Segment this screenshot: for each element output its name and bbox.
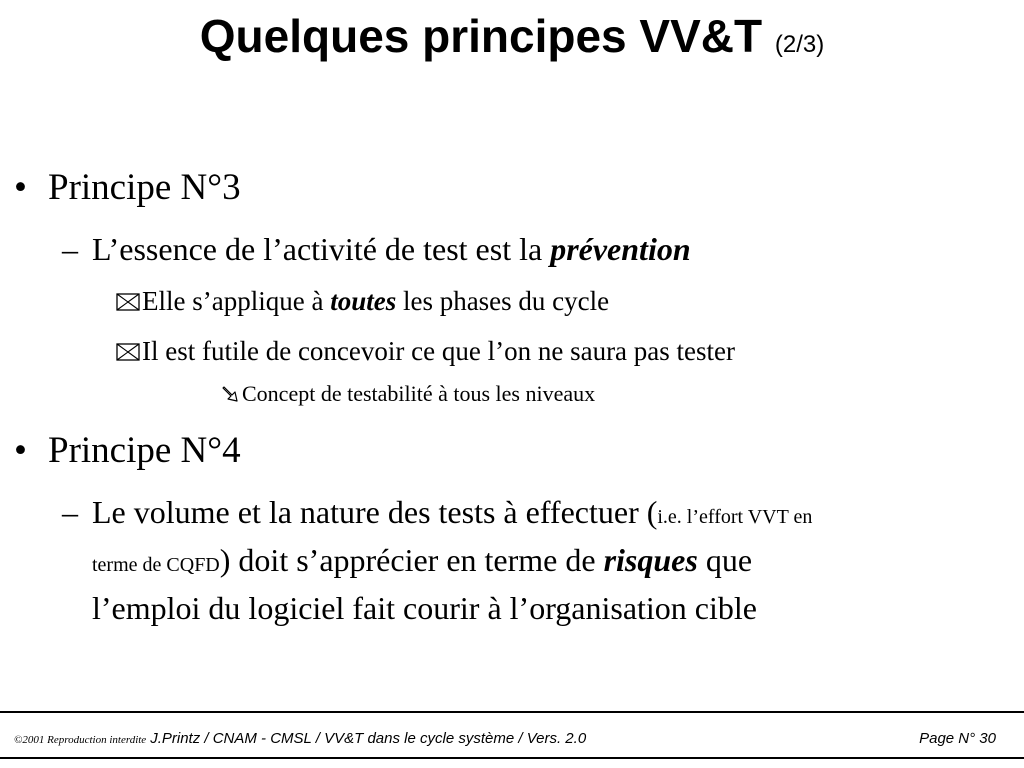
point-line-2-text: ) doit s’apprécier en terme de — [219, 542, 596, 578]
bullet-dot: • — [14, 430, 27, 471]
footer-page-number: Page N° 30 — [919, 730, 996, 747]
crossed-box-icon — [116, 342, 140, 362]
point-text: L’essence de l’activité de test est la — [92, 231, 543, 267]
point-line-1-text: Le volume et la nature des tests à effectuer ( — [92, 494, 658, 530]
dash-marker: – — [62, 231, 78, 267]
slide-title — [0, 6, 1024, 75]
footer-top-rule — [0, 711, 1024, 713]
footer-left — [14, 728, 586, 751]
point-line-2-end: que — [705, 542, 753, 578]
principle-3-subpoint-1 — [116, 284, 609, 318]
footer-credits: J.Printz / CNAM - CMSL / VV&T dans le cycle système / Vers. 2.0 — [150, 730, 587, 747]
principle-3-detail — [220, 380, 595, 408]
footer — [0, 728, 1024, 750]
principle-4-point-line-2 — [92, 540, 752, 585]
principle-4-heading: Principe N°4 — [48, 430, 241, 471]
detail-text: Concept de testabilité à tous les niveaux — [242, 381, 596, 406]
point-line-2-emphasis: risques — [603, 542, 698, 578]
point-line-3-text: l’emploi du logiciel fait courir à l’organisation cible — [92, 590, 757, 626]
subpoint-1-emphasis: toutes — [330, 286, 397, 316]
principle-3-point — [62, 229, 691, 269]
principle-3-heading: Principe N°3 — [48, 167, 241, 208]
subpoint-2-text: Il est futile de concevoir ce que l’on ne saura pas tester — [142, 336, 735, 366]
principle-4-heading-line — [14, 429, 241, 473]
point-line-2-small: terme de CQFD — [92, 554, 220, 576]
subpoint-1-end: les phases du cycle — [402, 286, 610, 316]
dash-marker: – — [62, 494, 78, 530]
crossed-box-icon — [116, 292, 140, 312]
footer-bottom-rule — [0, 757, 1024, 759]
bullet-dot: • — [14, 167, 27, 208]
principle-3-heading-line — [14, 166, 241, 210]
point-line-1-small: i.e. l’effort VVT en — [657, 506, 813, 528]
principle-4-point-line-1 — [62, 492, 812, 537]
title-main: Quelques principes VV&T — [199, 10, 763, 62]
point-emphasis: prévention — [550, 231, 691, 267]
footer-copyright: ©2001 Reproduction interdite — [14, 734, 147, 746]
principle-4-point-line-3 — [92, 588, 757, 628]
principle-3-subpoint-2 — [116, 334, 735, 368]
subpoint-1-text: Elle s’applique à — [142, 286, 324, 316]
hollow-arrow-icon — [220, 385, 240, 403]
title-page-indicator: (2/3) — [774, 31, 825, 58]
